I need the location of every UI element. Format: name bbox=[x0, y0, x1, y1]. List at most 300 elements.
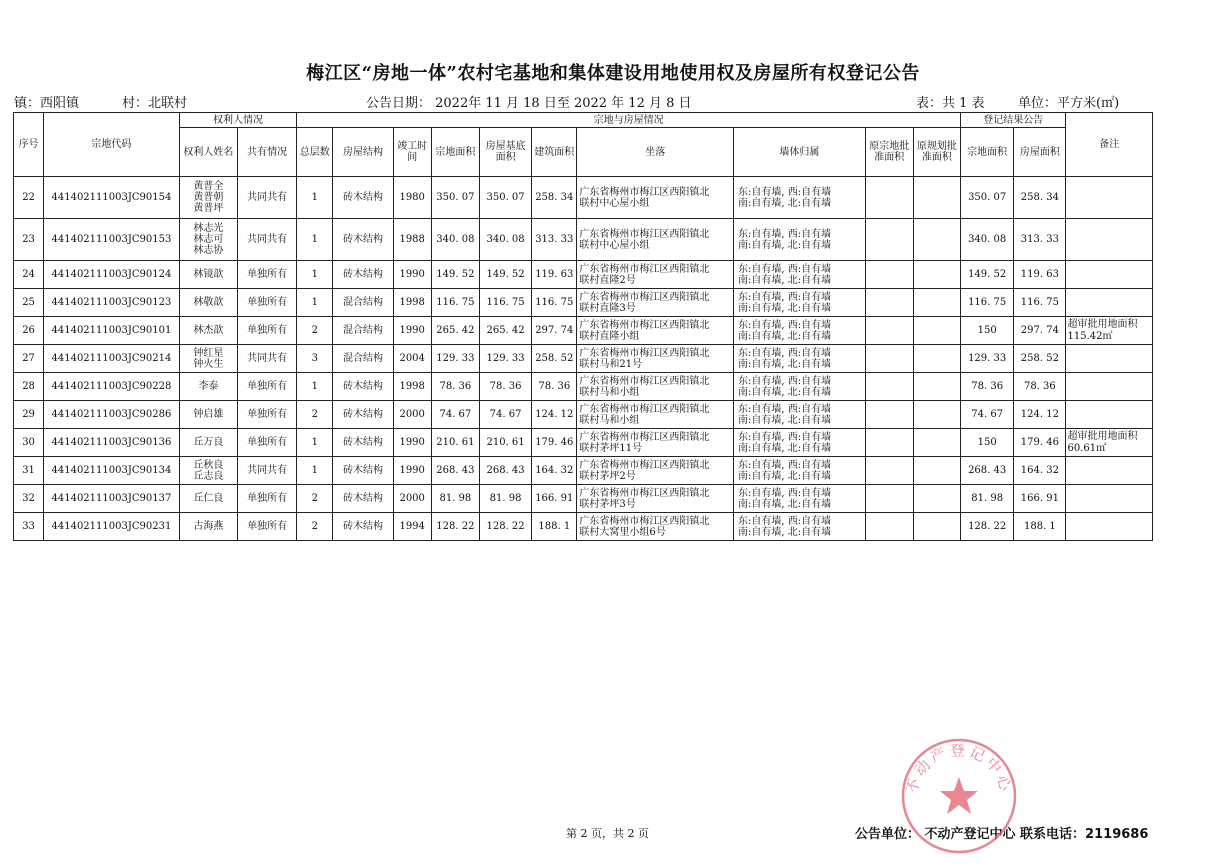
seq-cell: 25 bbox=[14, 289, 44, 317]
location-cell-line: 广东省梅州市梅江区西阳镇北 bbox=[579, 263, 710, 275]
seq-cell: 26 bbox=[14, 317, 44, 345]
location-cell bbox=[577, 177, 734, 219]
holder-name-cell-line: 李泰 bbox=[198, 381, 219, 392]
floors-cell: 2 bbox=[297, 317, 333, 345]
year-cell: 1990 bbox=[393, 457, 431, 485]
year-cell: 1980 bbox=[393, 177, 431, 219]
wall-cell bbox=[734, 513, 866, 541]
wall-cell-line: 东:自有墙, 西:自有墙 bbox=[738, 291, 832, 303]
orig-approved-cell bbox=[865, 513, 913, 541]
svg-text:不动产登记中心: 不动产登记中心 bbox=[902, 741, 1016, 796]
orig-planned-cell bbox=[913, 219, 960, 261]
structure-cell: 砖木结构 bbox=[333, 513, 393, 541]
floors-cell: 1 bbox=[297, 177, 333, 219]
remark-cell bbox=[1066, 429, 1153, 457]
parcel-code-cell: 441402111003JC90136 bbox=[44, 429, 180, 457]
wall-cell-line: 南:自有墙, 北:自有墙 bbox=[738, 302, 832, 314]
wall-cell bbox=[734, 429, 866, 457]
remark-cell bbox=[1066, 177, 1153, 219]
location-cell-line: 联村茅坪2号 bbox=[579, 470, 636, 482]
year-cell: 1998 bbox=[393, 373, 431, 401]
land-area-cell: 268. 43 bbox=[431, 457, 479, 485]
wall-cell-line: 南:自有墙, 北:自有墙 bbox=[738, 274, 832, 286]
holder-name-cell bbox=[179, 317, 237, 345]
result-house-cell: 313. 33 bbox=[1014, 219, 1066, 261]
orig-planned-cell bbox=[913, 513, 960, 541]
building-area-cell: 258. 34 bbox=[532, 177, 577, 219]
wall-cell-line: 东:自有墙, 西:自有墙 bbox=[738, 319, 832, 331]
header-base-area: 房屋基底面积 bbox=[479, 128, 531, 177]
holder-name-cell-line: 丘仁良 bbox=[193, 493, 224, 504]
header-land-house-group: 宗地与房屋情况 bbox=[297, 113, 961, 128]
location-cell-line: 联村马和小组 bbox=[579, 414, 640, 426]
result-land-cell: 340. 08 bbox=[961, 219, 1014, 261]
base-area-cell: 128. 22 bbox=[479, 513, 531, 541]
structure-cell: 砖木结构 bbox=[333, 401, 393, 429]
co-ownership-cell: 共同共有 bbox=[237, 177, 296, 219]
location-cell bbox=[577, 457, 734, 485]
wall-cell bbox=[734, 485, 866, 513]
remark-cell-line: 超审批用地面积 bbox=[1067, 430, 1138, 442]
orig-planned-cell bbox=[913, 401, 960, 429]
official-seal bbox=[898, 735, 1020, 857]
holder-name-cell-line: 钟启雄 bbox=[193, 409, 224, 420]
orig-planned-cell bbox=[913, 457, 960, 485]
structure-cell: 砖木结构 bbox=[333, 177, 393, 219]
result-house-cell: 166. 91 bbox=[1014, 485, 1066, 513]
wall-cell bbox=[734, 345, 866, 373]
year-cell: 1990 bbox=[393, 429, 431, 457]
table-row bbox=[14, 345, 1153, 373]
co-ownership-cell: 单独所有 bbox=[237, 429, 296, 457]
header-wall: 墙体归属 bbox=[734, 128, 866, 177]
holder-name-cell-line: 林敬歆 bbox=[193, 297, 224, 308]
location-cell-line: 联村中心屋小组 bbox=[579, 197, 650, 209]
wall-cell-line: 南:自有墙, 北:自有墙 bbox=[738, 386, 832, 398]
remark-cell bbox=[1066, 401, 1153, 429]
orig-planned-cell bbox=[913, 485, 960, 513]
seq-cell: 28 bbox=[14, 373, 44, 401]
land-area-cell: 116. 75 bbox=[431, 289, 479, 317]
structure-cell: 混合结构 bbox=[333, 289, 393, 317]
header-orig-approved: 原宗地批准面积 bbox=[865, 128, 913, 177]
year-cell: 1990 bbox=[393, 261, 431, 289]
wall-cell-line: 南:自有墙, 北:自有墙 bbox=[738, 330, 832, 342]
result-land-cell: 150 bbox=[961, 429, 1014, 457]
co-ownership-cell: 共同共有 bbox=[237, 219, 296, 261]
seq-cell: 23 bbox=[14, 219, 44, 261]
co-ownership-cell: 共同共有 bbox=[237, 457, 296, 485]
remark-cell-line: 115.42㎡ bbox=[1067, 330, 1113, 342]
building-area-cell: 313. 33 bbox=[532, 219, 577, 261]
wall-cell-line: 东:自有墙, 西:自有墙 bbox=[738, 431, 832, 443]
remark-cell bbox=[1066, 513, 1153, 541]
result-house-cell: 179. 46 bbox=[1014, 429, 1066, 457]
result-house-cell: 297. 74 bbox=[1014, 317, 1066, 345]
floors-cell: 1 bbox=[297, 219, 333, 261]
remark-cell bbox=[1066, 317, 1153, 345]
year-cell: 2000 bbox=[393, 401, 431, 429]
announcing-org: 公告单位： 不动产登记中心 联系电话：2119686 bbox=[855, 827, 1149, 842]
land-area-cell: 210. 61 bbox=[431, 429, 479, 457]
orig-planned-cell bbox=[913, 177, 960, 219]
seq-cell: 30 bbox=[14, 429, 44, 457]
base-area-cell: 149. 52 bbox=[479, 261, 531, 289]
year-cell: 1994 bbox=[393, 513, 431, 541]
year-cell: 1988 bbox=[393, 219, 431, 261]
land-area-cell: 265. 42 bbox=[431, 317, 479, 345]
remark-cell bbox=[1066, 289, 1153, 317]
result-house-cell: 78. 36 bbox=[1014, 373, 1066, 401]
holder-name-cell-line: 黄普坪 bbox=[193, 203, 224, 214]
holder-name-cell bbox=[179, 401, 237, 429]
table-row bbox=[14, 289, 1153, 317]
floors-cell: 2 bbox=[297, 401, 333, 429]
holder-name-cell-line: 钟火生 bbox=[193, 358, 224, 370]
parcel-code-cell: 441402111003JC90124 bbox=[44, 261, 180, 289]
building-area-cell: 119. 63 bbox=[532, 261, 577, 289]
holder-name-cell-line: 黄普朝 bbox=[193, 192, 224, 203]
result-house-cell: 124. 12 bbox=[1014, 401, 1066, 429]
location-cell bbox=[577, 261, 734, 289]
seq-cell: 33 bbox=[14, 513, 44, 541]
wall-cell bbox=[734, 177, 866, 219]
co-ownership-cell: 单独所有 bbox=[237, 373, 296, 401]
holder-name-cell bbox=[179, 345, 237, 373]
table-row bbox=[14, 317, 1153, 345]
base-area-cell: 265. 42 bbox=[479, 317, 531, 345]
parcel-code-cell: 441402111003JC90286 bbox=[44, 401, 180, 429]
wall-cell-line: 东:自有墙, 西:自有墙 bbox=[738, 186, 832, 198]
holder-name-cell-line: 丘万良 bbox=[193, 437, 224, 448]
holder-name-cell bbox=[179, 485, 237, 513]
result-land-cell: 116. 75 bbox=[961, 289, 1014, 317]
wall-cell-line: 南:自有墙, 北:自有墙 bbox=[738, 526, 832, 538]
co-ownership-cell: 单独所有 bbox=[237, 401, 296, 429]
parcel-code-cell: 441402111003JC90231 bbox=[44, 513, 180, 541]
parcel-code-cell: 441402111003JC90214 bbox=[44, 345, 180, 373]
floors-cell: 1 bbox=[297, 457, 333, 485]
header-remark: 备注 bbox=[1066, 113, 1153, 177]
wall-cell-line: 东:自有墙, 西:自有墙 bbox=[738, 375, 832, 387]
wall-cell-line: 东:自有墙, 西:自有墙 bbox=[738, 515, 832, 527]
table-body bbox=[14, 177, 1153, 541]
structure-cell: 混合结构 bbox=[333, 317, 393, 345]
year-cell: 1998 bbox=[393, 289, 431, 317]
result-land-cell: 81. 98 bbox=[961, 485, 1014, 513]
wall-cell bbox=[734, 401, 866, 429]
base-area-cell: 78. 36 bbox=[479, 373, 531, 401]
result-house-cell: 164. 32 bbox=[1014, 457, 1066, 485]
result-land-cell: 350. 07 bbox=[961, 177, 1014, 219]
wall-cell-line: 东:自有墙, 西:自有墙 bbox=[738, 228, 832, 240]
building-area-cell: 258. 52 bbox=[532, 345, 577, 373]
header-land-area: 宗地面积 bbox=[431, 128, 479, 177]
location-cell-line: 广东省梅州市梅江区西阳镇北 bbox=[579, 319, 710, 331]
wall-cell-line: 东:自有墙, 西:自有墙 bbox=[738, 459, 832, 471]
result-house-cell: 119. 63 bbox=[1014, 261, 1066, 289]
structure-cell: 砖木结构 bbox=[333, 429, 393, 457]
land-area-cell: 128. 22 bbox=[431, 513, 479, 541]
location-cell-line: 广东省梅州市梅江区西阳镇北 bbox=[579, 431, 710, 443]
building-area-cell: 166. 91 bbox=[532, 485, 577, 513]
building-area-cell: 164. 32 bbox=[532, 457, 577, 485]
table-row bbox=[14, 513, 1153, 541]
wall-cell-line: 南:自有墙, 北:自有墙 bbox=[738, 358, 832, 370]
land-area-cell: 78. 36 bbox=[431, 373, 479, 401]
remark-cell bbox=[1066, 219, 1153, 261]
parcel-code-cell: 441402111003JC90134 bbox=[44, 457, 180, 485]
wall-cell-line: 南:自有墙, 北:自有墙 bbox=[738, 239, 832, 251]
orig-approved-cell bbox=[865, 485, 913, 513]
orig-approved-cell bbox=[865, 289, 913, 317]
location-cell-line: 联村马和21号 bbox=[579, 358, 643, 370]
building-area-cell: 297. 74 bbox=[532, 317, 577, 345]
result-land-cell: 78. 36 bbox=[961, 373, 1014, 401]
table-row bbox=[14, 485, 1153, 513]
holder-name-cell bbox=[179, 373, 237, 401]
orig-planned-cell bbox=[913, 317, 960, 345]
parcel-code-cell: 441402111003JC90101 bbox=[44, 317, 180, 345]
floors-cell: 2 bbox=[297, 485, 333, 513]
table-row bbox=[14, 177, 1153, 219]
location-cell-line: 广东省梅州市梅江区西阳镇北 bbox=[579, 186, 710, 198]
structure-cell: 混合结构 bbox=[333, 345, 393, 373]
result-land-cell: 74. 67 bbox=[961, 401, 1014, 429]
orig-planned-cell bbox=[913, 429, 960, 457]
header-orig-planned: 原规划批准面积 bbox=[913, 128, 960, 177]
holder-name-cell bbox=[179, 457, 237, 485]
remark-cell-line: 超审批用地面积 bbox=[1067, 318, 1138, 330]
holder-name-cell-line: 林杰歆 bbox=[193, 325, 224, 336]
base-area-cell: 81. 98 bbox=[479, 485, 531, 513]
land-area-cell: 129. 33 bbox=[431, 345, 479, 373]
remark-cell bbox=[1066, 485, 1153, 513]
page-number: 第 2 页，共 2 页 bbox=[566, 827, 649, 840]
holder-name-cell-line: 钟红星 bbox=[193, 347, 224, 359]
holder-name-cell-line: 林志光 bbox=[193, 223, 224, 234]
location-cell bbox=[577, 373, 734, 401]
location-cell-line: 广东省梅州市梅江区西阳镇北 bbox=[579, 487, 710, 499]
village-label: 村：北联村 bbox=[122, 96, 188, 111]
floors-cell: 1 bbox=[297, 429, 333, 457]
holder-name-cell-line: 林志协 bbox=[193, 245, 224, 256]
holder-name-cell-line: 丘秋良 bbox=[193, 459, 224, 471]
location-cell bbox=[577, 485, 734, 513]
floors-cell: 2 bbox=[297, 513, 333, 541]
sheet-count: 表：共 1 表 bbox=[916, 96, 985, 111]
table-row bbox=[14, 457, 1153, 485]
orig-approved-cell bbox=[865, 373, 913, 401]
floors-cell: 1 bbox=[297, 289, 333, 317]
location-cell bbox=[577, 345, 734, 373]
structure-cell: 砖木结构 bbox=[333, 485, 393, 513]
parcel-code-cell: 441402111003JC90228 bbox=[44, 373, 180, 401]
wall-cell-line: 东:自有墙, 西:自有墙 bbox=[738, 487, 832, 499]
orig-planned-cell bbox=[913, 373, 960, 401]
co-ownership-cell: 共同共有 bbox=[237, 345, 296, 373]
base-area-cell: 129. 33 bbox=[479, 345, 531, 373]
location-cell-line: 广东省梅州市梅江区西阳镇北 bbox=[579, 403, 710, 415]
result-land-cell: 129. 33 bbox=[961, 345, 1014, 373]
location-cell-line: 联村直隆3号 bbox=[579, 302, 636, 314]
orig-approved-cell bbox=[865, 261, 913, 289]
location-cell-line: 广东省梅州市梅江区西阳镇北 bbox=[579, 375, 710, 387]
holder-name-cell bbox=[179, 289, 237, 317]
header-structure: 房屋结构 bbox=[333, 128, 393, 177]
wall-cell-line: 南:自有墙, 北:自有墙 bbox=[738, 442, 832, 454]
wall-cell-line: 南:自有墙, 北:自有墙 bbox=[738, 197, 832, 209]
header-result-group: 登记结果公告 bbox=[961, 113, 1066, 128]
wall-cell-line: 东:自有墙, 西:自有墙 bbox=[738, 403, 832, 415]
co-ownership-cell: 单独所有 bbox=[237, 485, 296, 513]
parcel-code-cell: 441402111003JC90123 bbox=[44, 289, 180, 317]
wall-cell-line: 南:自有墙, 北:自有墙 bbox=[738, 414, 832, 426]
header-year: 竣工时间 bbox=[393, 128, 431, 177]
location-cell bbox=[577, 219, 734, 261]
wall-cell-line: 南:自有墙, 北:自有墙 bbox=[738, 470, 832, 482]
table-row bbox=[14, 219, 1153, 261]
building-area-cell: 78. 36 bbox=[532, 373, 577, 401]
location-cell bbox=[577, 289, 734, 317]
header-result-house: 房屋面积 bbox=[1014, 128, 1066, 177]
seq-cell: 32 bbox=[14, 485, 44, 513]
orig-planned-cell bbox=[913, 345, 960, 373]
result-land-cell: 268. 43 bbox=[961, 457, 1014, 485]
location-cell-line: 联村大窝里小组6号 bbox=[579, 526, 666, 538]
base-area-cell: 340. 08 bbox=[479, 219, 531, 261]
building-area-cell: 179. 46 bbox=[532, 429, 577, 457]
orig-approved-cell bbox=[865, 317, 913, 345]
table-row bbox=[14, 429, 1153, 457]
wall-cell bbox=[734, 289, 866, 317]
result-land-cell: 128. 22 bbox=[961, 513, 1014, 541]
base-area-cell: 268. 43 bbox=[479, 457, 531, 485]
header-result-land: 宗地面积 bbox=[961, 128, 1014, 177]
orig-approved-cell bbox=[865, 345, 913, 373]
location-cell-line: 广东省梅州市梅江区西阳镇北 bbox=[579, 459, 710, 471]
co-ownership-cell: 单独所有 bbox=[237, 317, 296, 345]
location-cell bbox=[577, 513, 734, 541]
remark-cell-line: 60.61㎡ bbox=[1067, 442, 1107, 454]
location-cell-line: 联村直隆2号 bbox=[579, 274, 636, 286]
remark-cell bbox=[1066, 373, 1153, 401]
remark-cell bbox=[1066, 345, 1153, 373]
parcel-code-cell: 441402111003JC90154 bbox=[44, 177, 180, 219]
holder-name-cell-line: 黄普全 bbox=[193, 181, 224, 192]
land-area-cell: 74. 67 bbox=[431, 401, 479, 429]
header-building-area: 建筑面积 bbox=[532, 128, 577, 177]
header-location: 坐落 bbox=[577, 128, 734, 177]
wall-cell-line: 南:自有墙, 北:自有墙 bbox=[738, 498, 832, 510]
holder-name-cell-line: 古海燕 bbox=[193, 521, 224, 532]
location-cell-line: 联村中心屋小组 bbox=[579, 239, 650, 251]
co-ownership-cell: 单独所有 bbox=[237, 289, 296, 317]
header-co-ownership: 共有情况 bbox=[237, 128, 296, 177]
location-cell-line: 广东省梅州市梅江区西阳镇北 bbox=[579, 347, 710, 359]
co-ownership-cell: 单独所有 bbox=[237, 261, 296, 289]
base-area-cell: 350. 07 bbox=[479, 177, 531, 219]
location-cell bbox=[577, 401, 734, 429]
parcel-code-cell: 441402111003JC90137 bbox=[44, 485, 180, 513]
orig-approved-cell bbox=[865, 429, 913, 457]
location-cell-line: 广东省梅州市梅江区西阳镇北 bbox=[579, 515, 710, 527]
location-cell-line: 广东省梅州市梅江区西阳镇北 bbox=[579, 228, 710, 240]
location-cell-line: 联村马和小组 bbox=[579, 386, 640, 398]
remark-cell bbox=[1066, 457, 1153, 485]
wall-cell-line: 东:自有墙, 西:自有墙 bbox=[738, 347, 832, 359]
floors-cell: 3 bbox=[297, 345, 333, 373]
base-area-cell: 210. 61 bbox=[479, 429, 531, 457]
co-ownership-cell: 单独所有 bbox=[237, 513, 296, 541]
orig-approved-cell bbox=[865, 401, 913, 429]
table-row bbox=[14, 401, 1153, 429]
result-house-cell: 258. 34 bbox=[1014, 177, 1066, 219]
registration-table bbox=[13, 112, 1153, 541]
result-land-cell: 150 bbox=[961, 317, 1014, 345]
year-cell: 1990 bbox=[393, 317, 431, 345]
remark-cell bbox=[1066, 261, 1153, 289]
year-cell: 2004 bbox=[393, 345, 431, 373]
structure-cell: 砖木结构 bbox=[333, 373, 393, 401]
land-area-cell: 340. 08 bbox=[431, 219, 479, 261]
seq-cell: 31 bbox=[14, 457, 44, 485]
wall-cell bbox=[734, 373, 866, 401]
base-area-cell: 116. 75 bbox=[479, 289, 531, 317]
result-house-cell: 188. 1 bbox=[1014, 513, 1066, 541]
result-house-cell: 258. 52 bbox=[1014, 345, 1066, 373]
wall-cell-line: 东:自有墙, 西:自有墙 bbox=[738, 263, 832, 275]
structure-cell: 砖木结构 bbox=[333, 457, 393, 485]
holder-name-cell bbox=[179, 513, 237, 541]
orig-planned-cell bbox=[913, 261, 960, 289]
location-cell-line: 广东省梅州市梅江区西阳镇北 bbox=[579, 291, 710, 303]
location-cell-line: 联村茅坪3号 bbox=[579, 498, 636, 510]
wall-cell bbox=[734, 219, 866, 261]
header-rights-holder-group: 权利人情况 bbox=[179, 113, 297, 128]
orig-planned-cell bbox=[913, 289, 960, 317]
wall-cell bbox=[734, 261, 866, 289]
parcel-code-cell: 441402111003JC90153 bbox=[44, 219, 180, 261]
result-house-cell: 116. 75 bbox=[1014, 289, 1066, 317]
seq-cell: 27 bbox=[14, 345, 44, 373]
table-row bbox=[14, 373, 1153, 401]
structure-cell: 砖木结构 bbox=[333, 261, 393, 289]
holder-name-cell-line: 丘志良 bbox=[193, 470, 224, 482]
floors-cell: 1 bbox=[297, 261, 333, 289]
land-area-cell: 350. 07 bbox=[431, 177, 479, 219]
building-area-cell: 116. 75 bbox=[532, 289, 577, 317]
wall-cell bbox=[734, 457, 866, 485]
town-label: 镇：西阳镇 bbox=[14, 96, 80, 111]
header-holder-name: 权利人姓名 bbox=[179, 128, 237, 177]
document-title: 梅江区“房地一体”农村宅基地和集体建设用地使用权及房屋所有权登记公告 bbox=[306, 63, 920, 84]
base-area-cell: 74. 67 bbox=[479, 401, 531, 429]
building-area-cell: 124. 12 bbox=[532, 401, 577, 429]
building-area-cell: 188. 1 bbox=[532, 513, 577, 541]
location-cell-line: 联村直隆小组 bbox=[579, 330, 640, 342]
seq-cell: 29 bbox=[14, 401, 44, 429]
wall-cell bbox=[734, 317, 866, 345]
announce-date: 公告日期： 2022年 11 月 18 日至 2022 年 12 月 8 日 bbox=[366, 96, 692, 111]
orig-approved-cell bbox=[865, 457, 913, 485]
location-cell bbox=[577, 317, 734, 345]
location-cell bbox=[577, 429, 734, 457]
header-seq: 序号 bbox=[14, 113, 44, 177]
header-parcel-code: 宗地代码 bbox=[44, 113, 180, 177]
table-row bbox=[14, 261, 1153, 289]
holder-name-cell bbox=[179, 219, 237, 261]
